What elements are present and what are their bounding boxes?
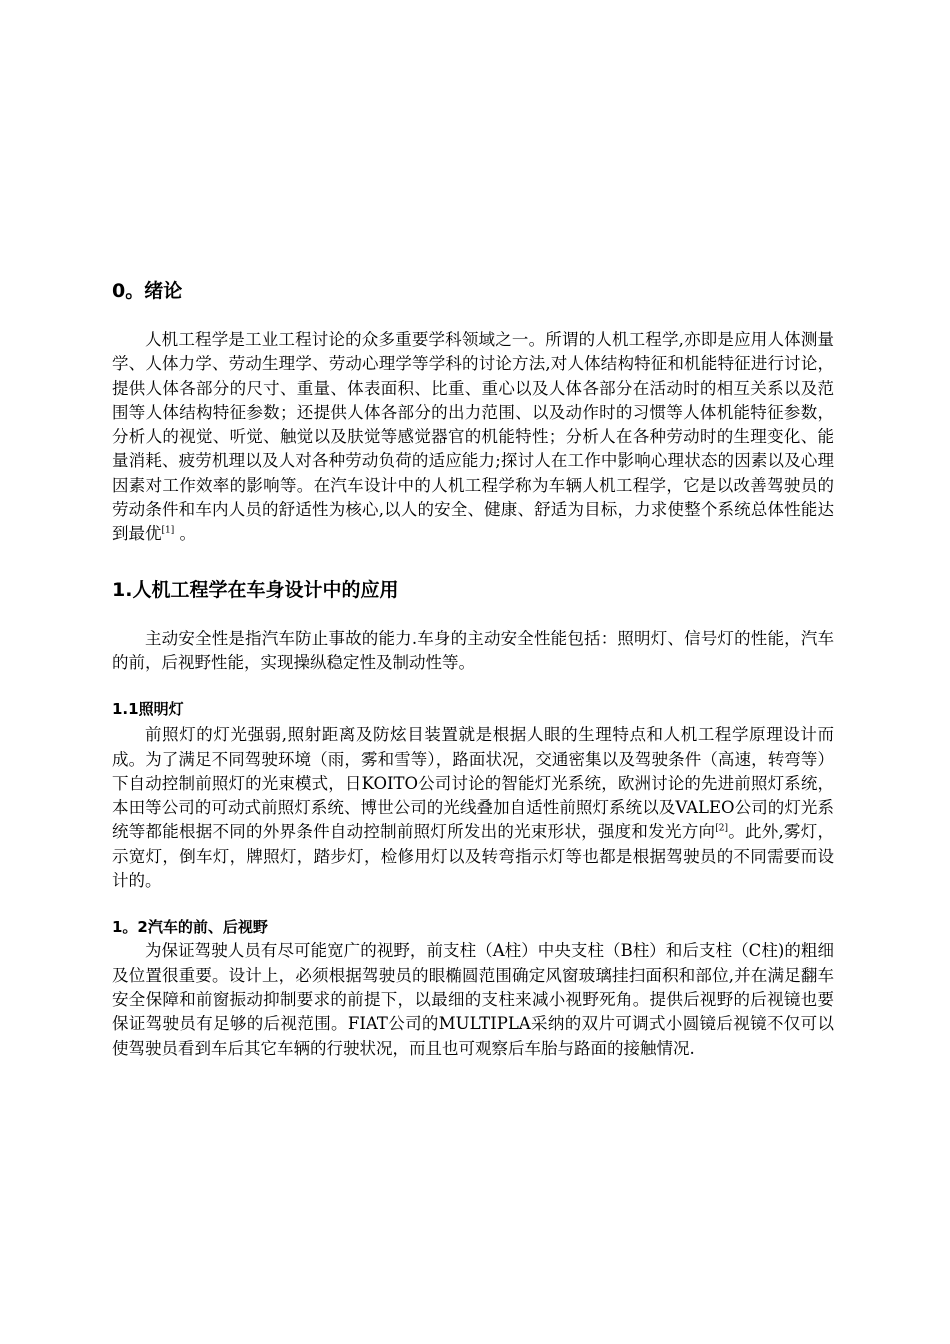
citation-ref-2: [2] — [715, 823, 728, 834]
application-paragraph: 主动安全性是指汽车防止事故的能力.车身的主动安全性能包括：照明灯、信号灯的性能，汽车的前，后视野性能，实现操纵稳定性及制动性等。 — [112, 628, 834, 672]
lighting-text-tail: 。此外,雾灯，示宽灯，倒车灯，牌照灯，踏步灯，检修用灯以及转弯指示灯等也都是根据驾驶员的不同需要而设计的。 — [112, 822, 835, 891]
citation-ref-1: [1] — [161, 525, 175, 536]
introduction-paragraph — [112, 328, 834, 547]
lighting-paragraph — [112, 723, 834, 893]
lighting-text: 前照灯的灯光强弱,照射距离及防炫目装置就是根据人眼的生理特点和人机工程学原理设计而成。为了满足不同驾驶环境（雨，雾和雪等），路面状况，交通密集以及驾驶条件（高速，转弯等）下自动控制前照灯的光束模式，日KOITO公司讨论的智能灯光系统，欧洲讨论的先进前照灯系统，本田等公司的可动式前照灯系统、博世公司的光线叠加自适性前照灯系统以及VALEO公司的灯光系统等都能根据不同的外界条件自动控制前照灯所发出的光束形状，强度和发光方向 — [112, 725, 834, 842]
section-title-introduction: 0。绪论 — [112, 280, 183, 302]
introduction-text-tail: 。 — [174, 524, 196, 544]
visibility-paragraph: 为保证驾驶人员有尽可能宽广的视野，前支柱（A柱）中央支柱（B柱）和后支柱（C柱)的粗细及位置很重要。设计上，必须根据驾驶员的眼椭圆范围确定风窗玻璃挂扫面积和部位,并在满足翻车安全保障和前窗振动抑制要求的前提下，以最细的支柱来减小视野死角。提供后视野的后视镜也要保证驾驶员有足够的后视范围。FIAT公司的MULTIPLA采纳的双片可调式小圆镜后视镜不仅可以使驾驶员看到车后其它车辆的行驶状况，而且也可观察后车胎与路面的接触情况. — [112, 941, 834, 1058]
document-body — [112, 276, 834, 1061]
introduction-text: 人机工程学是工业工程讨论的众多重要学科领域之一。所谓的人机工程学,亦即是应用人体测量学、人体力学、劳动生理学、劳动心理学等学科的讨论方法,对人体结构特征和机能特征进行讨论，提供人体各部分的尺寸、重量、体表面积、比重、重心以及人体各部分在活动时的相互关系以及范围等人体结构特征参数；还提供人体各部分的出力范围、以及动作时的习惯等人体机能特征参数，分析人的视觉、听觉、触觉以及肤觉等感觉器官的机能特性；分析人在各种劳动时的生理变化、能量消耗、疲劳机理以及人对各种劳动负荷的适应能力;探讨人在工作中影响心理状态的因素以及心理因素对工作效率的影响等。在汽车设计中的人机工程学称为车辆人机工程学，它是以改善驾驶员的劳动条件和车内人员的舒适性为核心,以人的安全、健康、舒适为目标，力求使整个系统总体性能达到最优 — [112, 330, 834, 544]
section-title-application: 1.人机工程学在车身设计中的应用 — [112, 578, 399, 601]
subsection-title-visibility: 1。2汽车的前、后视野 — [112, 918, 268, 937]
subsection-title-lighting: 1.1照明灯 — [112, 700, 184, 719]
